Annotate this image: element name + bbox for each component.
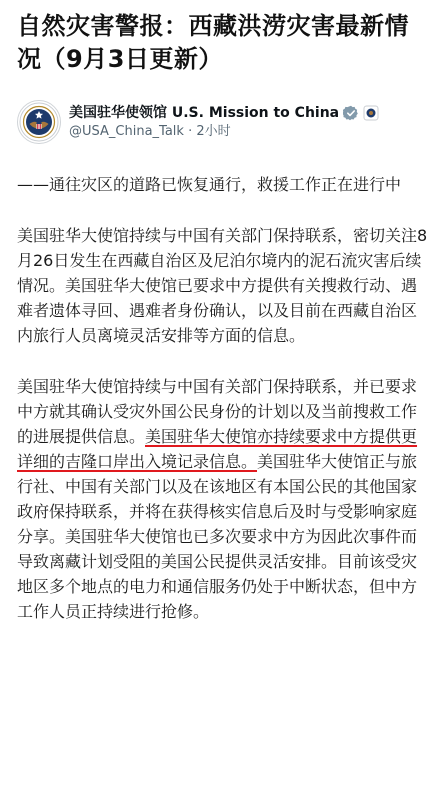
post-subtitle: ——通往灾区的道路已恢复通行，救援工作正在进行中 — [17, 175, 402, 194]
paragraph-2-text-end: 美国驻华大使馆正与旅行社、中国有关部门以及在该地区有本国公民的其他国家政府保持联系，并将在获得核实信息后及时与受影响家庭分享。美国驻华大使馆也已多次要求中方为因此次事件而导致离藏计划受阻的美国公民提供灵活安排。目前该受灾地区多个地点的电力和通信服务仍处于中断状态，但中方工作人员正持续进行抢修。 — [17, 452, 418, 621]
author-name-line — [69, 103, 379, 123]
avatar[interactable] — [17, 100, 61, 144]
post-body — [17, 172, 431, 624]
highlighted-sentence: 美国驻华大使馆亦持续要求中方提供更详细的吉隆口岸出入境记录信息。 — [17, 427, 418, 471]
page-title: 自然灾害警报：西藏洪涝灾害最新情况（9月3日更新） — [17, 12, 409, 73]
author-handle-line — [69, 123, 379, 141]
author-handle[interactable]: @USA_China_Talk — [69, 124, 184, 139]
author-info — [69, 103, 379, 141]
us-seal-icon — [19, 102, 59, 142]
government-affiliation-icon — [363, 105, 379, 121]
author-name[interactable]: 美国驻华使领馆 U.S. Mission to China — [69, 105, 340, 121]
verified-badge-icon — [343, 105, 359, 121]
paragraph-2-text-start: 美国驻华大使馆持续与中国有关部门保持联系，并已要求中方就其确认受灾外国公民身份的计划以及当前搜救工作的进展提供信息。 — [17, 377, 418, 446]
post-author-row — [17, 98, 431, 146]
meta-separator: · — [183, 124, 197, 139]
post-paragraph-1: 美国驻华大使馆持续与中国有关部门保持联系，密切关注8月26日发生在西藏自治区及尼泊尔境内的泥石流灾害后续情况。美国驻华大使馆已要求中方提供有关搜救行动、遇难者遗体寻回、遇难者身份确认，以及目前在西藏自治区内旅行人员离境灵活安排等方面的信息。 — [17, 226, 428, 345]
post-time[interactable]: 2小时 — [196, 124, 231, 139]
post-paragraph-2 — [17, 374, 431, 624]
